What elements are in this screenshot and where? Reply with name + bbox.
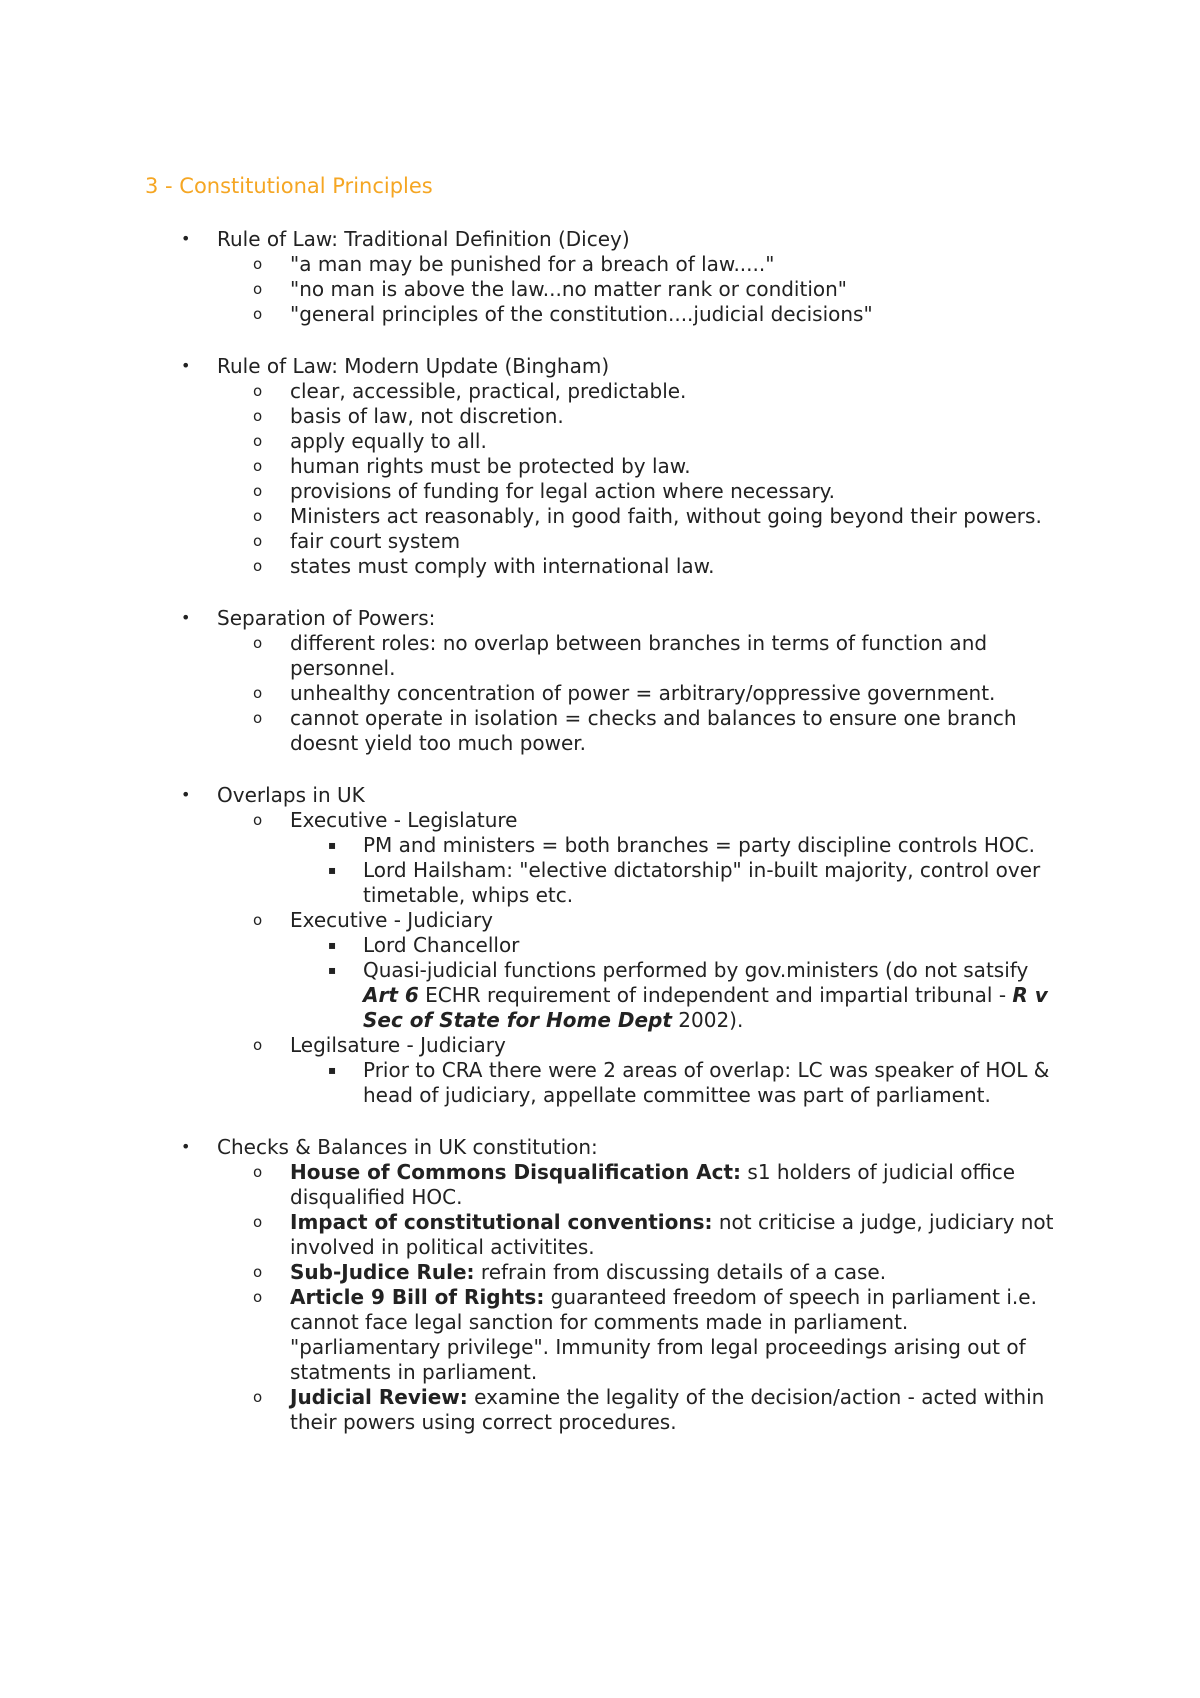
square-bullet-icon: ▪ xyxy=(328,963,337,977)
circle-bullet-icon: o xyxy=(253,684,263,702)
square-bullet-icon: ▪ xyxy=(328,838,337,852)
document-page xyxy=(145,172,1057,1461)
circle-bullet-icon: o xyxy=(253,482,263,500)
term-label: Judicial Review: xyxy=(290,1385,468,1409)
circle-bullet-icon: o xyxy=(253,255,263,273)
list-item: o apply equally to all. xyxy=(253,429,487,453)
case-citation-name: R v Sec of State for Home Dept xyxy=(363,983,1048,1032)
bullet-icon: • xyxy=(181,785,191,804)
list-item: o House of Commons Disqualification Act: s1 holders of judicial office disqualified HOC. xyxy=(253,1160,1016,1209)
circle-bullet-icon: o xyxy=(253,507,263,525)
section-rule-of-law-bingham xyxy=(145,353,1057,579)
section-separation-of-powers xyxy=(145,605,1057,756)
list-item: o fair court system xyxy=(253,529,461,553)
bullet-icon: • xyxy=(181,229,191,248)
sub-list-item: ▪ Prior to CRA there were 2 areas of overlap: LC was speaker of HOL & head of judiciary, appellate committee was part of parliament. xyxy=(328,1058,1050,1107)
list-item: o clear, accessible, practical, predictable. xyxy=(253,379,687,403)
list-item: o provisions of funding for legal action where necessary. xyxy=(253,479,836,503)
list-item: o unhealthy concentration of power = arbitrary/oppressive government. xyxy=(253,681,996,705)
circle-bullet-icon: o xyxy=(253,1263,263,1281)
square-bullet-icon: ▪ xyxy=(328,863,337,877)
sub-list-item: ▪ PM and ministers = both branches = party discipline controls HOC. xyxy=(328,833,1035,857)
circle-bullet-icon: o xyxy=(253,1036,263,1054)
page-title: 3 - Constitutional Principles xyxy=(145,174,433,198)
circle-bullet-icon: o xyxy=(253,1163,263,1181)
circle-bullet-icon: o xyxy=(253,811,263,829)
list-item: o human rights must be protected by law. xyxy=(253,454,691,478)
term-label: Impact of constitutional conventions: xyxy=(290,1210,713,1234)
list-item: o Impact of constitutional conventions: not criticise a judge, judiciary not involved in political activitites. xyxy=(253,1210,1054,1259)
section-rule-of-law-dicey xyxy=(145,226,1057,327)
list-item: o "general principles of the constitution....judicial decisions" xyxy=(253,302,873,326)
bullet-icon: • xyxy=(181,608,191,627)
list-item: o basis of law, not discretion. xyxy=(253,404,564,428)
square-bullet-icon: ▪ xyxy=(328,1063,337,1077)
section-overlaps-in-uk xyxy=(145,782,1057,1108)
sub-list-item: ▪ Quasi-judicial functions performed by gov.ministers (do not satsify Art 6 ECHR requirement of independent and impartial tribunal - R v Sec of State for Home Dept 2002). xyxy=(328,958,1048,1032)
sub-list-item: ▪ Lord Chancellor xyxy=(328,933,520,957)
circle-bullet-icon: o xyxy=(253,709,263,727)
section-heading: Checks & Balances in UK constitution: xyxy=(217,1135,598,1159)
circle-bullet-icon: o xyxy=(253,457,263,475)
list-item: o Legilsature - Judiciary ▪ Prior to CRA there were 2 areas of overlap: LC was speaker of HOL & head of judiciary, appellate committee was part of parliament. xyxy=(217,1033,1057,1108)
section-heading: Overlaps in UK xyxy=(217,783,365,807)
list-item: o Ministers act reasonably, in good faith, without going beyond their powers. xyxy=(253,504,1042,528)
list-item: o "no man is above the law...no matter rank or condition" xyxy=(253,277,848,301)
list-item: o "a man may be punished for a breach of law....." xyxy=(253,252,775,276)
bullet-icon: • xyxy=(181,356,191,375)
circle-bullet-icon: o xyxy=(253,432,263,450)
square-bullet-icon: ▪ xyxy=(328,938,337,952)
list-item: o states must comply with international law. xyxy=(253,554,715,578)
circle-bullet-icon: o xyxy=(253,407,263,425)
section-heading: Rule of Law: Traditional Definition (Dicey) xyxy=(217,227,630,251)
term-label: House of Commons Disqualification Act: xyxy=(290,1160,742,1184)
circle-bullet-icon: o xyxy=(253,305,263,323)
list-item: o Judicial Review: examine the legality of the decision/action - acted within their powers using correct procedures. xyxy=(253,1385,1045,1434)
list-item: o different roles: no overlap between branches in terms of function and personnel. xyxy=(253,631,988,680)
circle-bullet-icon: o xyxy=(253,280,263,298)
circle-bullet-icon: o xyxy=(253,1388,263,1406)
term-label: Sub-Judice Rule: xyxy=(290,1260,475,1284)
circle-bullet-icon: o xyxy=(253,557,263,575)
list-item: o Sub-Judice Rule: refrain from discussing details of a case. xyxy=(253,1260,887,1284)
section-heading: Separation of Powers: xyxy=(217,606,436,630)
list-item: o cannot operate in isolation = checks and balances to ensure one branch doesnt yield too much power. xyxy=(253,706,1017,755)
circle-bullet-icon: o xyxy=(253,1288,263,1306)
list-item: o Article 9 Bill of Rights: guaranteed freedom of speech in parliament i.e. cannot face legal sanction for comments made in parliament. "parliamentary privilege". Immunity from legal proceedings arising out of statments in parliament. xyxy=(253,1285,1037,1384)
sub-list-item: ▪ Lord Hailsham: "elective dictatorship" in-built majority, control over timetable, whips etc. xyxy=(328,858,1041,907)
circle-bullet-icon: o xyxy=(253,1213,263,1231)
list-item: o Executive - Judiciary ▪ Lord Chancellor ▪ Quasi-judicial functions performed by gov.ministers (do not satsify Art 6 ECHR requirement of independent and impartial tribunal - R v Sec of State for Home Dept 2002). xyxy=(217,908,1057,1033)
circle-bullet-icon: o xyxy=(253,634,263,652)
circle-bullet-icon: o xyxy=(253,911,263,929)
circle-bullet-icon: o xyxy=(253,532,263,550)
circle-bullet-icon: o xyxy=(253,382,263,400)
term-label: Article 9 Bill of Rights: xyxy=(290,1285,545,1309)
section-checks-and-balances xyxy=(145,1134,1057,1435)
outline-list xyxy=(145,226,1057,1435)
bullet-icon: • xyxy=(181,1137,191,1156)
list-item: o Executive - Legislature ▪ PM and ministers = both branches = party discipline controls HOC. ▪ Lord Hailsham: "elective dictatorship" in-built majority, control over timetable, whips etc. xyxy=(217,808,1057,908)
case-citation-article: Art 6 xyxy=(363,983,419,1007)
section-heading: Rule of Law: Modern Update (Bingham) xyxy=(217,354,610,378)
